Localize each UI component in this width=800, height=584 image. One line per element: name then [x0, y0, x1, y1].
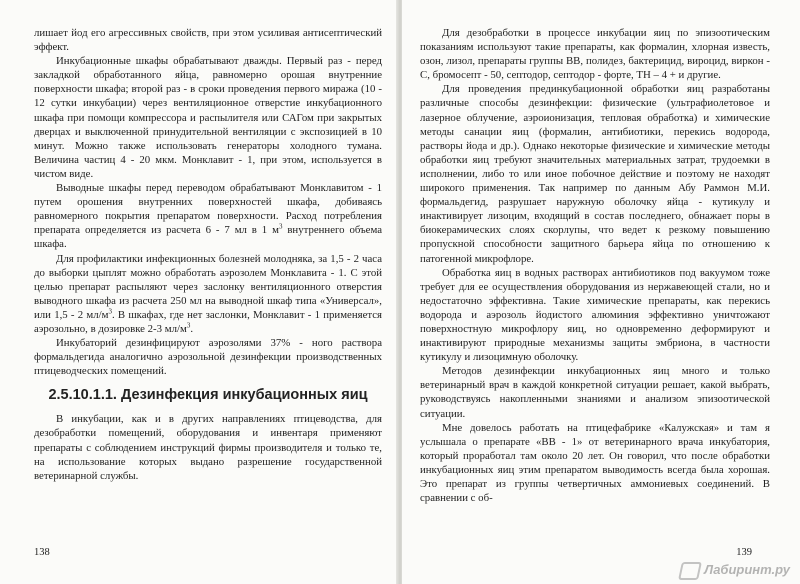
superscript: 3 — [108, 307, 112, 316]
paragraph-text: внутреннего объема шкафа. — [34, 224, 382, 251]
paragraph: Мне довелось работать на птицефабрике «Калужская» и там я услышала о препарате «ВВ - 1» от ветеринарного врача инкубатория, который проработал там около 20 лет. Он говорил, что после обработки инкубационных яиц этим препаратом выводимость всегда была хорошая. Это препарат из группы четвертичных аммониевых соединений. В сравнении с об- — [420, 421, 770, 505]
paragraph: Для проведения прединкубационной обработки яиц разработаны различные способы дезинфекции: физические (ультрафиолетовое и лазерное облучение, аэроионизация, тепловая обработка) и химические методы санации яиц (формалин, антибиотики, перекись водорода, растворы йода и др.). Однако некоторые физические и химические методы обработки яиц требуют значительных материальных затрат, трудоемки в исполнении, либо то или иное побочное действие и поэтому не находят широкого применения. Так например по данным Абу Раммон М.И. формальдегид, разрушает наружную оболочку яйца - кутикулу и инактивирует лизоцим, входящий в состав последнего, обнажает поры в биокерамических слоях скорлупы, что ведет к резкому повышению пропускной способности защитного барьера яйца по отношению к патогенной микрофлоре. — [420, 83, 770, 265]
paragraph-text: Выводные шкафы перед переводом обрабатывают Монклавитом - 1 путем орошения внутренних поверхностей шкафа, добиваясь равномерного покрытия препаратом поверхности. Расход потребления препарата определяется из расчета 6 - 7 мл в 1 м — [34, 182, 382, 237]
paragraph: Инкубаторий дезинфицируют аэрозолями 37% - ного раствора формальдегида аналогично аэрозольной дезинфекции производственных птицеводческих помещений. — [34, 337, 382, 378]
page-number: 139 — [736, 547, 752, 558]
paragraph: Обработка яиц в водных растворах антибиотиков под вакуумом тоже требует для ее осуществления оборудования из нержавеющей стали, но и недостаточно эффективна. Такие химические препараты, как перекись водорода и аэрозоль йодистого алюминия эффективно уничтожают поверхностную микрофлору яиц, но одновременно деформируют и инактивируют природные механизмы защиты эмбриона, в частности кутикулу и лизоцимную оболочку. — [420, 266, 770, 364]
page-number: 138 — [34, 547, 50, 558]
paragraph-text: . — [190, 322, 194, 335]
left-page — [0, 0, 398, 584]
paragraph: Методов дезинфекции инкубационных яиц много и только ветеринарный врач в каждой конкретной ситуации решает, какой выбрать, руководствуясь накопленными знаниями и анализом эпизоотической ситуации. — [420, 365, 770, 420]
superscript: 3 — [186, 321, 191, 330]
paragraph — [34, 181, 382, 251]
paragraph-text: Для профилактики инфекционных болезней молодняка, за 1,5 - 2 часа до выборки цыплят можно обработать аэрозолем Монклавита - 1. С этой целью препарат распыляют через заслонку вентиляционного отверстия выводного шкафа из расчета 250 мл на выводной шкаф типа «Универсал», или 1,5 - 2 мл/м — [34, 252, 382, 321]
paragraph-text: . В шкафах, где нет заслонки, Монклавит - 1 применяется аэрозольно, в дозировке 2-3 мл/м — [34, 308, 382, 335]
paragraph: В инкубации, как и в других направлениях птицеводства, для дезобработки помещений, оборудования и инвентаря применяют препараты с соблюдением инструкций фирмы производителя и только те, на использование которых выдано разрешение государственной ветеринарной службы. — [34, 413, 382, 482]
section-heading: 2.5.10.1.1. Дезинфекция инкубационных яиц — [48, 387, 368, 404]
paragraph: лишает йод его агрессивных свойств, при этом усиливая антисептический эффект. — [34, 27, 382, 54]
watermark-logo-icon — [678, 560, 700, 578]
right-page — [402, 0, 800, 584]
watermark-text: Лабиринт.ру — [704, 561, 790, 577]
paragraph: Инкубационные шкафы обрабатывают дважды. Первый раз - перед закладкой обработанного яйца, равномерно орошая внутренние поверхности шкафа; второй раз - в сроки проведения первого миража (10 - 12 сутки инкубации) через вентиляционное отверстие инкубационного шкафа при помощи компрессора и распылителя или САГом при закрытых дверцах и выключенной принудительной вентиляции с экспозицией в 10 минут. Можно также использовать генераторы холодного тумана. Величина частиц 4 - 20 мкм. Монклавит - 1, при этом, используется в чистом виде. — [34, 55, 382, 180]
paragraph: Для дезобработки в процессе инкубации яиц по эпизоотическим показаниям используют такие препараты, как формалин, хлорная известь, озон, лизол, препараты группы ВВ, полидез, бактерицид, вироцид, виркон - С, бромосепт - 50, септодор, септодор - форте, ТН – 4 + и другие. — [420, 27, 770, 82]
watermark — [678, 560, 790, 578]
paragraph — [34, 252, 382, 337]
superscript: 3 — [278, 222, 283, 231]
